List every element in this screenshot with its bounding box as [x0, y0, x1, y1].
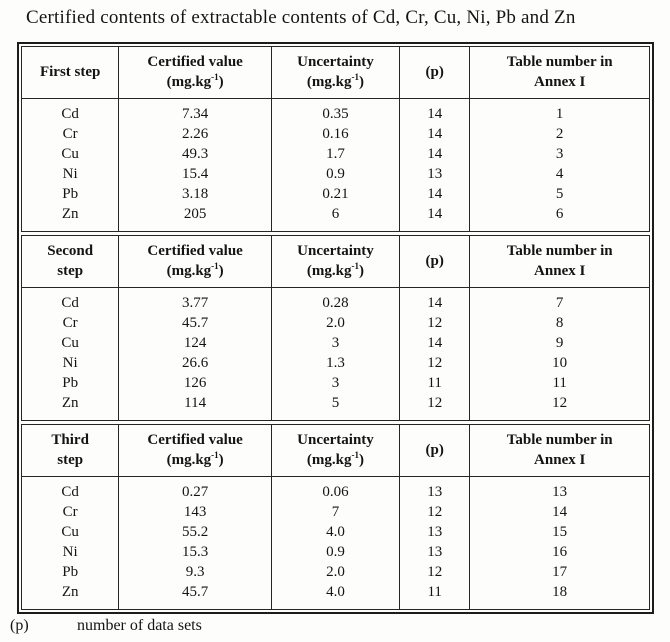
uncertainty-cell: 2.0	[271, 313, 399, 333]
table-row	[22, 582, 650, 610]
unit-prefix: (mg.kg	[306, 451, 352, 468]
element-cell: Ni	[22, 353, 119, 373]
table-row	[22, 124, 650, 144]
table-row	[22, 502, 650, 522]
p-cell: 12	[400, 562, 470, 582]
unit-prefix: (mg.kg	[166, 73, 212, 90]
element-cell: Cu	[22, 333, 119, 353]
p-cell: 12	[400, 502, 470, 522]
table-number-cell: 13	[470, 477, 650, 503]
certified-value-cell: 15.4	[119, 164, 272, 184]
unit-suffix: )	[218, 73, 224, 90]
table-number-label-line2: Annex I	[534, 262, 586, 279]
p-label: (p)	[425, 441, 444, 458]
uncertainty-cell: 0.35	[271, 99, 399, 125]
table-number-cell: 6	[470, 204, 650, 232]
table-row	[22, 204, 650, 232]
uncertainty-header-cell	[271, 425, 399, 477]
unit-label	[272, 451, 399, 471]
certified-value-label: Certified value	[147, 54, 243, 70]
table-number-cell: 10	[470, 353, 650, 373]
certified-value-cell: 143	[119, 502, 272, 522]
table-number-cell: 3	[470, 144, 650, 164]
p-header-cell	[400, 425, 470, 477]
table-row	[22, 164, 650, 184]
unit-prefix: (mg.kg	[306, 73, 352, 90]
uncertainty-header-cell	[271, 47, 399, 99]
unit-superscript: -1	[211, 260, 219, 271]
unit-prefix: (mg.kg	[306, 262, 352, 279]
uncertainty-cell: 2.0	[271, 562, 399, 582]
p-cell: 13	[400, 542, 470, 562]
element-cell: Ni	[22, 542, 119, 562]
uncertainty-cell: 6	[271, 204, 399, 232]
element-cell: Cd	[22, 477, 119, 503]
p-header-cell	[400, 47, 470, 99]
table-number-cell: 1	[470, 99, 650, 125]
step-header-cell	[22, 47, 119, 99]
element-cell: Zn	[22, 204, 119, 232]
certified-value-cell: 45.7	[119, 313, 272, 333]
uncertainty-cell: 0.16	[271, 124, 399, 144]
element-cell: Pb	[22, 373, 119, 393]
table-number-cell: 16	[470, 542, 650, 562]
step-header-cell	[22, 425, 119, 477]
step-header-cell	[22, 236, 119, 288]
step-label: Third	[51, 432, 89, 448]
p-cell: 12	[400, 353, 470, 373]
table-number-cell: 14	[470, 502, 650, 522]
uncertainty-label: Uncertainty	[297, 432, 374, 448]
table-row	[22, 542, 650, 562]
unit-suffix: )	[359, 451, 365, 468]
table-number-cell: 9	[470, 333, 650, 353]
header-row	[22, 47, 650, 99]
certified-value-cell: 26.6	[119, 353, 272, 373]
certified-value-cell: 7.34	[119, 99, 272, 125]
element-cell: Cd	[22, 99, 119, 125]
certified-value-cell: 3.18	[119, 184, 272, 204]
uncertainty-cell: 1.3	[271, 353, 399, 373]
element-cell: Cr	[22, 313, 119, 333]
p-cell: 14	[400, 288, 470, 314]
certified-value-cell: 124	[119, 333, 272, 353]
footnote	[10, 617, 202, 635]
certified-value-cell: 0.27	[119, 477, 272, 503]
table-number-cell: 11	[470, 373, 650, 393]
table-row	[22, 144, 650, 164]
unit-superscript: -1	[351, 449, 360, 460]
table-number-header-cell	[470, 47, 650, 99]
table-number-cell: 8	[470, 313, 650, 333]
second-step-section	[21, 235, 650, 421]
certified-value-cell: 55.2	[119, 522, 272, 542]
p-cell: 12	[400, 313, 470, 333]
uncertainty-label: Uncertainty	[297, 243, 374, 259]
unit-superscript: -1	[351, 260, 360, 271]
element-cell: Cr	[22, 502, 119, 522]
uncertainty-cell: 0.28	[271, 288, 399, 314]
table-number-header-cell	[470, 425, 650, 477]
table-number-label: Table number in	[506, 432, 613, 448]
certified-contents-table	[17, 42, 654, 614]
table-number-label: Table number in	[506, 54, 613, 70]
p-cell: 14	[400, 144, 470, 164]
element-cell: Zn	[22, 582, 119, 610]
table-row	[22, 373, 650, 393]
unit-label	[119, 73, 271, 93]
table-number-label-line2: Annex I	[534, 451, 586, 468]
certified-value-cell: 45.7	[119, 582, 272, 610]
table-number-cell: 15	[470, 522, 650, 542]
unit-label	[272, 73, 399, 93]
unit-suffix: )	[218, 451, 224, 468]
table-number-cell: 12	[470, 393, 650, 421]
table-row	[22, 477, 650, 503]
page-title: Certified contents of extractable contents of Cd, Cr, Cu, Ni, Pb and Zn	[26, 7, 576, 28]
unit-prefix: (mg.kg	[166, 262, 212, 279]
step-label: Second	[47, 243, 94, 259]
table-row	[22, 353, 650, 373]
p-cell: 13	[400, 522, 470, 542]
unit-superscript: -1	[211, 71, 219, 82]
step-label-line2: step	[57, 451, 84, 468]
uncertainty-header-cell	[271, 236, 399, 288]
element-cell: Cr	[22, 124, 119, 144]
certified-value-cell: 126	[119, 373, 272, 393]
p-cell: 12	[400, 393, 470, 421]
table-number-cell: 5	[470, 184, 650, 204]
table-number-label-line2: Annex I	[534, 73, 586, 90]
certified-value-label: Certified value	[147, 432, 243, 448]
uncertainty-label: Uncertainty	[297, 54, 374, 70]
p-cell: 14	[400, 184, 470, 204]
uncertainty-cell: 1.7	[271, 144, 399, 164]
certified-value-cell: 49.3	[119, 144, 272, 164]
unit-suffix: )	[218, 262, 224, 279]
certified-value-label: Certified value	[147, 243, 243, 259]
uncertainty-cell: 0.9	[271, 542, 399, 562]
header-row	[22, 236, 650, 288]
p-label: (p)	[425, 252, 444, 269]
p-cell: 14	[400, 99, 470, 125]
step-label-line2: step	[57, 262, 84, 279]
p-cell: 14	[400, 124, 470, 144]
p-cell: 13	[400, 164, 470, 184]
element-cell: Ni	[22, 164, 119, 184]
table-row	[22, 562, 650, 582]
element-cell: Zn	[22, 393, 119, 421]
certified-value-cell: 2.26	[119, 124, 272, 144]
first-step-section	[21, 46, 650, 232]
element-cell: Cd	[22, 288, 119, 314]
table-number-cell: 4	[470, 164, 650, 184]
certified-value-header-cell	[119, 47, 272, 99]
unit-label	[119, 451, 271, 471]
certified-value-cell: 114	[119, 393, 272, 421]
element-cell: Cu	[22, 144, 119, 164]
third-step-section	[21, 424, 650, 610]
p-cell: 11	[400, 582, 470, 610]
uncertainty-cell: 3	[271, 373, 399, 393]
unit-superscript: -1	[351, 71, 360, 82]
table-row	[22, 99, 650, 125]
p-header-cell	[400, 236, 470, 288]
unit-superscript: -1	[211, 449, 219, 460]
table-row	[22, 184, 650, 204]
step-label: First step	[39, 63, 101, 80]
certified-value-cell: 205	[119, 204, 272, 232]
table-number-cell: 17	[470, 562, 650, 582]
table-number-cell: 2	[470, 124, 650, 144]
uncertainty-cell: 0.21	[271, 184, 399, 204]
table-row	[22, 288, 650, 314]
table-row	[22, 522, 650, 542]
table-number-header-cell	[470, 236, 650, 288]
element-cell: Cu	[22, 522, 119, 542]
table-number-label: Table number in	[506, 243, 613, 259]
unit-suffix: )	[359, 262, 365, 279]
unit-prefix: (mg.kg	[166, 451, 212, 468]
unit-label	[272, 262, 399, 282]
p-label: (p)	[425, 63, 444, 80]
p-cell: 11	[400, 373, 470, 393]
footnote-text: number of data sets	[77, 617, 202, 634]
footnote-symbol: (p)	[10, 617, 29, 634]
uncertainty-cell: 3	[271, 333, 399, 353]
certified-value-header-cell	[119, 236, 272, 288]
uncertainty-cell: 4.0	[271, 522, 399, 542]
uncertainty-cell: 5	[271, 393, 399, 421]
table-number-cell: 7	[470, 288, 650, 314]
uncertainty-cell: 7	[271, 502, 399, 522]
table-row	[22, 393, 650, 421]
certified-value-header-cell	[119, 425, 272, 477]
table-row	[22, 313, 650, 333]
unit-suffix: )	[359, 73, 365, 90]
unit-label	[119, 262, 271, 282]
element-cell: Pb	[22, 184, 119, 204]
certified-value-cell: 9.3	[119, 562, 272, 582]
p-cell: 14	[400, 333, 470, 353]
certified-value-cell: 15.3	[119, 542, 272, 562]
element-cell: Pb	[22, 562, 119, 582]
table-number-cell: 18	[470, 582, 650, 610]
uncertainty-cell: 4.0	[271, 582, 399, 610]
p-cell: 14	[400, 204, 470, 232]
p-cell: 13	[400, 477, 470, 503]
header-row	[22, 425, 650, 477]
certified-value-cell: 3.77	[119, 288, 272, 314]
table-row	[22, 333, 650, 353]
uncertainty-cell: 0.9	[271, 164, 399, 184]
uncertainty-cell: 0.06	[271, 477, 399, 503]
